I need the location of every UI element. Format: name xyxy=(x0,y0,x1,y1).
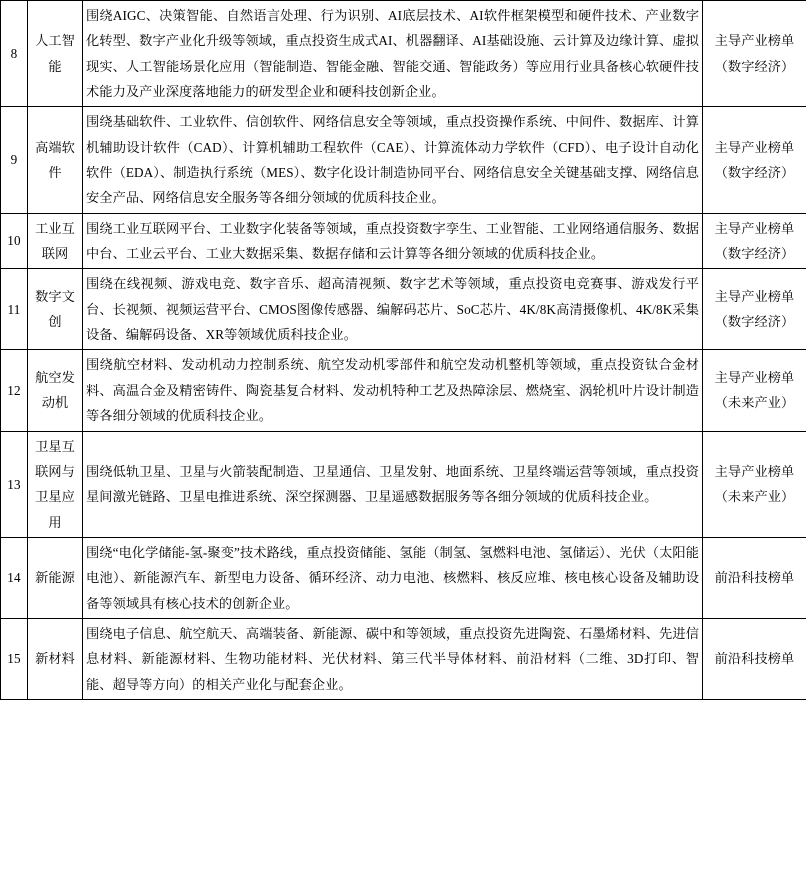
row-description: 围绕电子信息、航空航天、高端装备、新能源、碳中和等领域，重点投资先进陶瓷、石墨烯材料、先进信息材料、新能源材料、生物功能材料、光伏材料、第三代半导体材料、前沿材料（二维、3D打印、智能、超导等方向）的相关产业化与配套企业。 xyxy=(83,618,703,699)
row-list: 主导产业榜单（未来产业） xyxy=(703,350,806,431)
table-row xyxy=(1,107,806,213)
row-description: 围绕工业互联网平台、工业数字化装备等领域，重点投资数字孪生、工业智能、工业网络通信服务、数据中台、工业云平台、工业大数据采集、数据存储和云计算等各细分领域的优质科技企业。 xyxy=(83,213,703,269)
table-row xyxy=(1,431,806,537)
row-field: 卫星互联网与卫星应用 xyxy=(28,431,83,537)
table-row xyxy=(1,350,806,431)
row-list: 主导产业榜单（数字经济） xyxy=(703,213,806,269)
row-description: 围绕航空材料、发动机动力控制系统、航空发动机零部件和航空发动机整机等领域，重点投资钛合金材料、高温合金及精密铸件、陶瓷基复合材料、发动机特种工艺及热障涂层、燃烧室、涡轮机叶片设计制造等各细分领域的优质科技企业。 xyxy=(83,350,703,431)
row-field: 人工智能 xyxy=(28,1,83,107)
row-index: 11 xyxy=(1,269,28,350)
table-row xyxy=(1,537,806,618)
row-description: 围绕在线视频、游戏电竞、数字音乐、超高清视频、数字艺术等领域，重点投资电竞赛事、游戏发行平台、长视频、视频运营平台、CMOS图像传感器、编解码芯片、SoC芯片、4K/8K高清摄像机、4K/8K采集设备、编解码设备、XR等领域优质科技企业。 xyxy=(83,269,703,350)
row-index: 8 xyxy=(1,1,28,107)
row-index: 15 xyxy=(1,618,28,699)
row-field: 工业互联网 xyxy=(28,213,83,269)
row-field: 新材料 xyxy=(28,618,83,699)
table-row xyxy=(1,269,806,350)
row-description: 围绕“电化学储能-氢-聚变”技术路线，重点投资储能、氢能（制氢、氢燃料电池、氢储运）、光伏（太阳能电池）、新能源汽车、新型电力设备、循环经济、动力电池、核燃料、核反应堆、核电核心设备及辅助设备等领域具有核心技术的创新企业。 xyxy=(83,537,703,618)
row-index: 9 xyxy=(1,107,28,213)
table-row xyxy=(1,618,806,699)
row-description: 围绕低轨卫星、卫星与火箭装配制造、卫星通信、卫星发射、地面系统、卫星终端运营等领域，重点投资星间激光链路、卫星电推进系统、深空探测器、卫星遥感数据服务等各细分领域的优质科技企业。 xyxy=(83,431,703,537)
row-index: 14 xyxy=(1,537,28,618)
row-field: 高端软件 xyxy=(28,107,83,213)
row-field: 航空发动机 xyxy=(28,350,83,431)
row-field: 数字文创 xyxy=(28,269,83,350)
table-row xyxy=(1,1,806,107)
row-index: 10 xyxy=(1,213,28,269)
row-field: 新能源 xyxy=(28,537,83,618)
row-description: 围绕AIGC、决策智能、自然语言处理、行为识别、AI底层技术、AI软件框架模型和硬件技术、产业数字化转型、数字产业化升级等领域，重点投资生成式AI、机器翻译、AI基础设施、云计算及边缘计算、虚拟现实、人工智能场景化应用（智能制造、智能金融、智能交通、智能政务）等应用行业具备核心软硬件技术能力及产业深度落地能力的研发型企业和硬科技创新企业。 xyxy=(83,1,703,107)
row-list: 主导产业榜单（未来产业） xyxy=(703,431,806,537)
row-index: 13 xyxy=(1,431,28,537)
row-list: 主导产业榜单（数字经济） xyxy=(703,107,806,213)
row-list: 前沿科技榜单 xyxy=(703,618,806,699)
row-list: 主导产业榜单（数字经济） xyxy=(703,1,806,107)
row-list: 主导产业榜单（数字经济） xyxy=(703,269,806,350)
row-index: 12 xyxy=(1,350,28,431)
row-list: 前沿科技榜单 xyxy=(703,537,806,618)
table-body xyxy=(1,1,806,700)
row-description: 围绕基础软件、工业软件、信创软件、网络信息安全等领域，重点投资操作系统、中间件、数据库、计算机辅助设计软件（CAD）、计算机辅助工程软件（CAE）、计算流体动力学软件（CFD）、电子设计自动化软件（EDA）、制造执行系统（MES）、数字化设计制造协同平台、网络信息安全关键基础支撑、网络信息安全产品、网络信息安全服务等各细分领域的优质科技企业。 xyxy=(83,107,703,213)
table-row xyxy=(1,213,806,269)
